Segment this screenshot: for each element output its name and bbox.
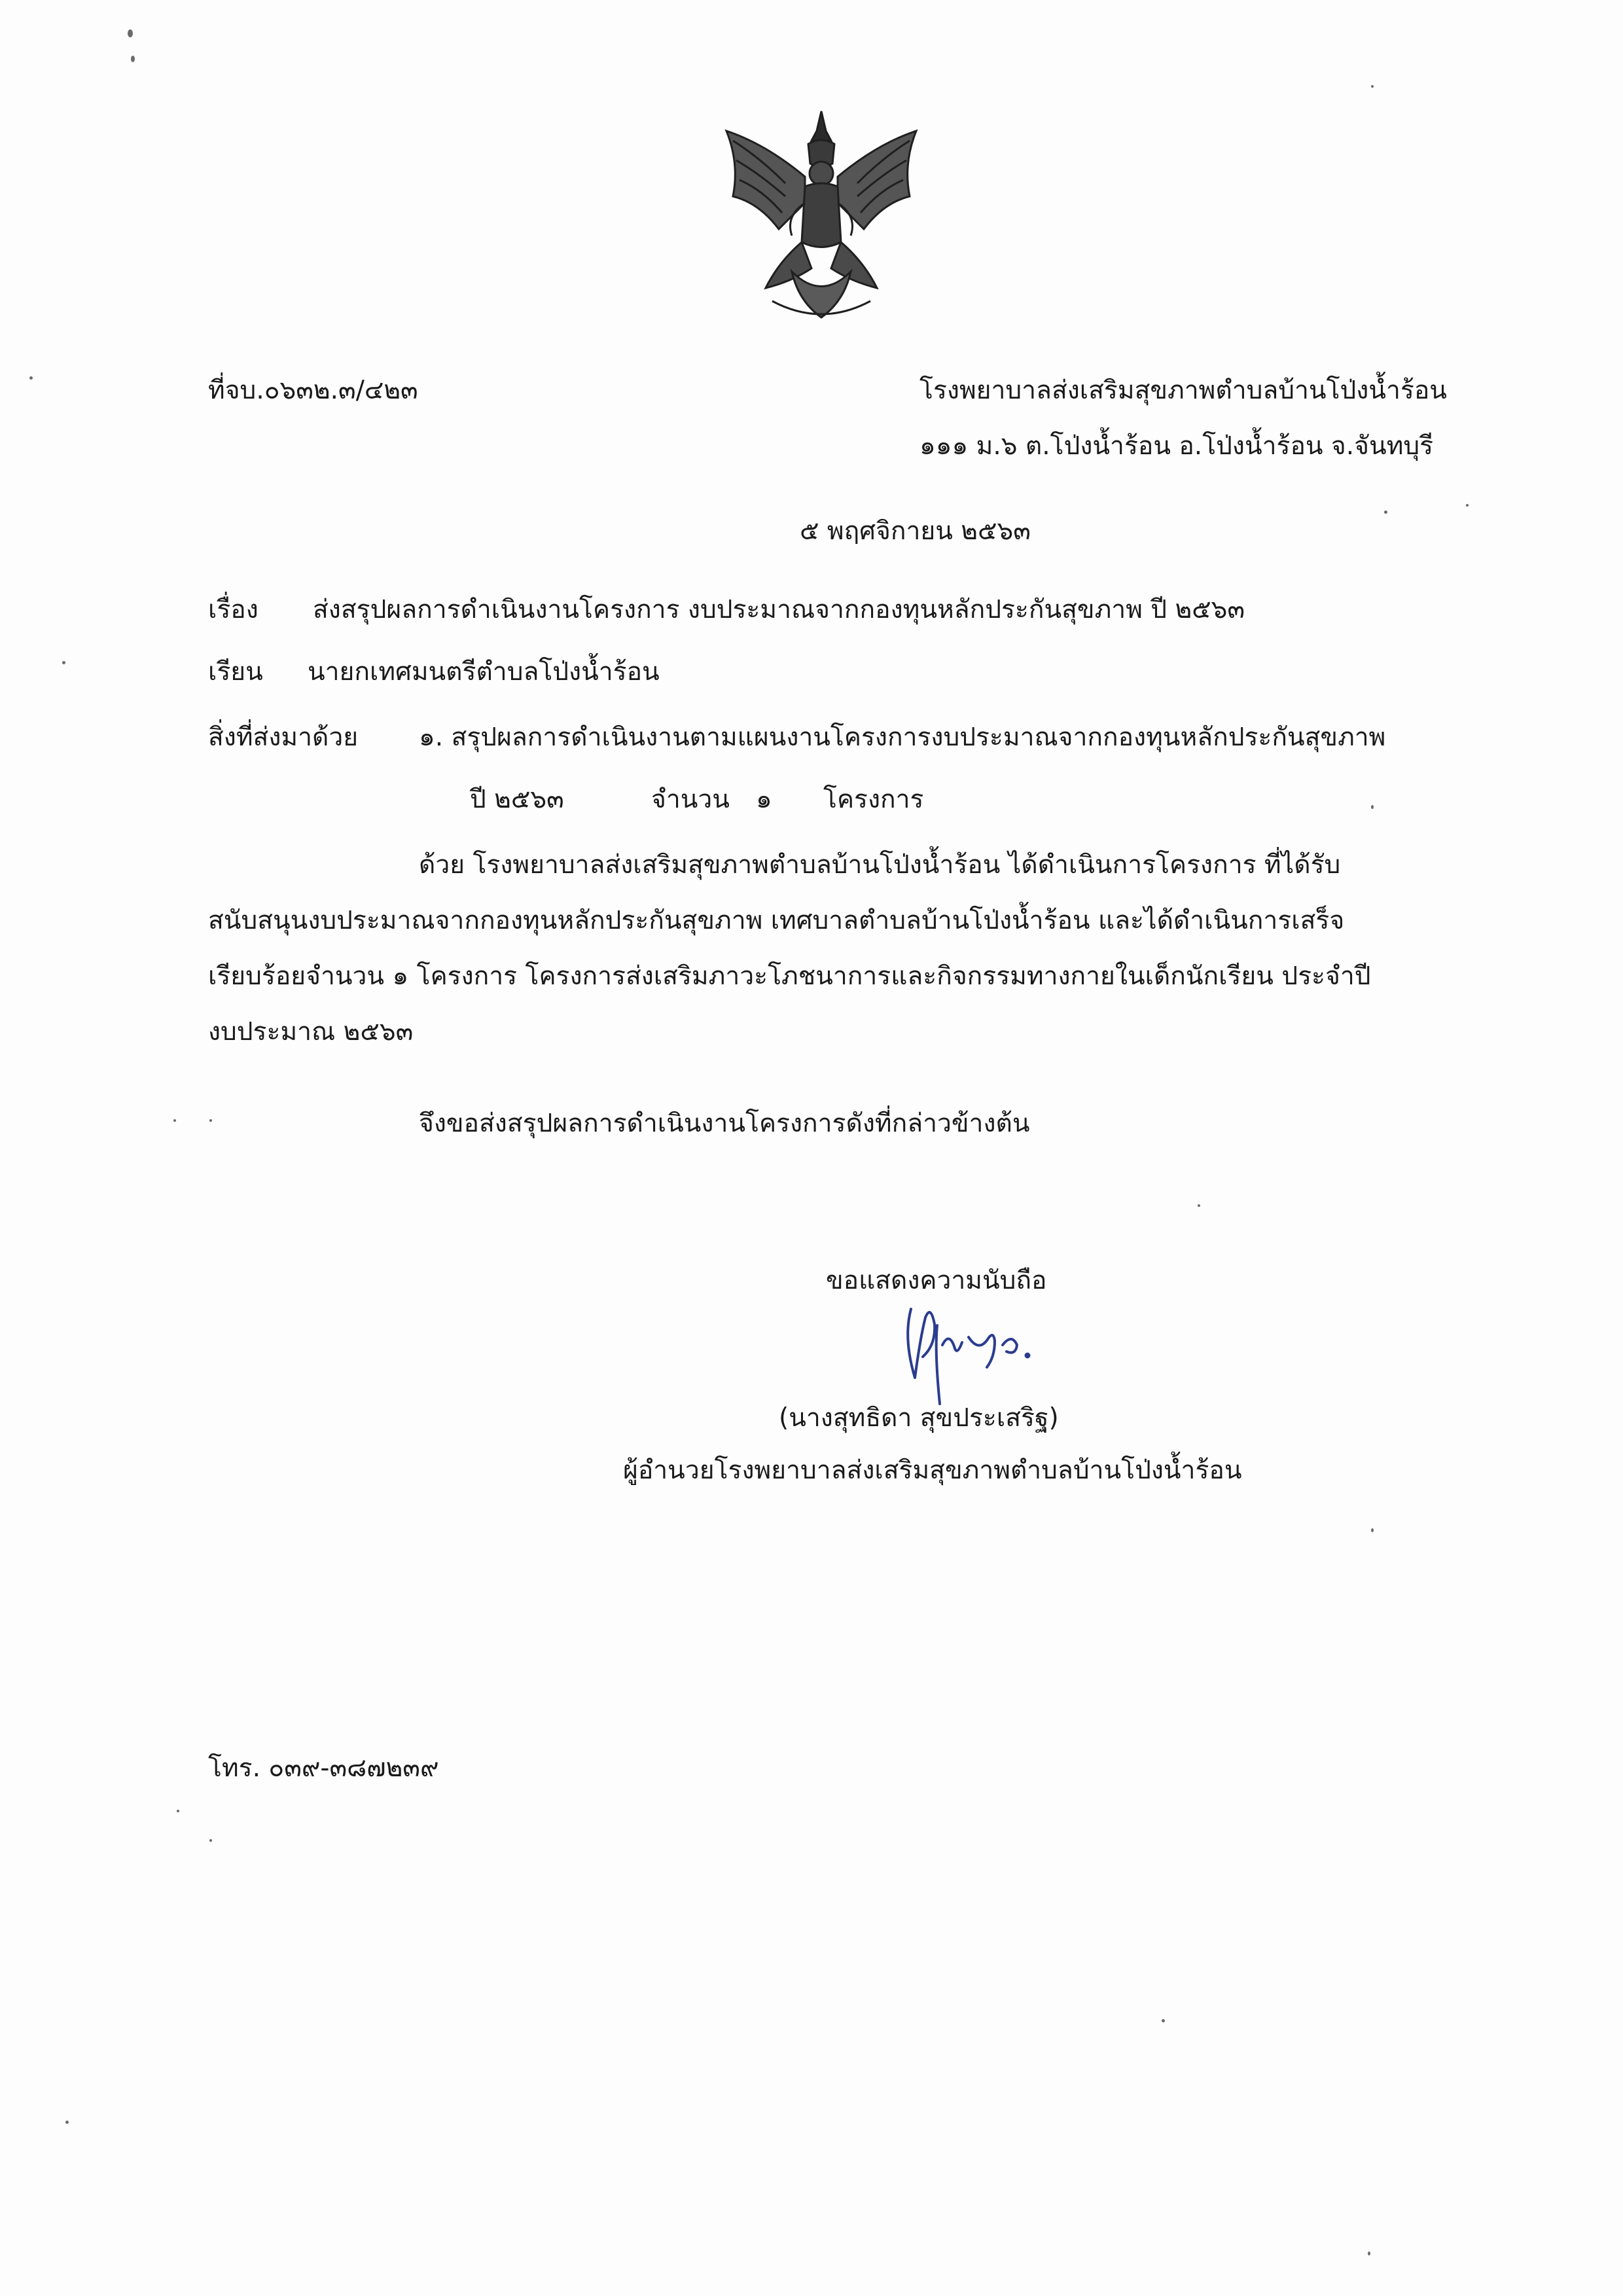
reference-number: ที่จบ.๐๖๓๒.๓/๔๒๓ [208, 376, 418, 405]
scan-speck [29, 376, 33, 380]
scan-speck [1371, 805, 1374, 809]
garuda-emblem-icon [713, 105, 929, 327]
enclosure-unit: โครงการ [823, 785, 924, 814]
scan-speck [177, 1810, 179, 1812]
scan-speck [1466, 504, 1469, 507]
request-text: จึงขอส่งสรุปผลการดำเนินงานโครงการดังที่กล่าวข้างต้น [419, 1109, 1030, 1138]
subject-text: ส่งสรุปผลการดำเนินงานโครงการ งบประมาณจากกองทุนหลักประกันสุขภาพ ปี ๒๕๖๓ [313, 595, 1245, 624]
enclosure-item: ๑. สรุปผลการดำเนินงานตามแผนงานโครงการงบประมาณจากกองทุนหลักประกันสุขภาพ [419, 723, 1386, 752]
addressee-text: นายกเทศมนตรีตำบลโป่งน้ำร้อน [308, 657, 660, 687]
scan-speck [62, 661, 65, 664]
handwritten-signature [897, 1299, 1054, 1410]
subject-label: เรื่อง [208, 595, 259, 624]
scan-speck [65, 2121, 69, 2124]
enclosure-year: ปี ๒๕๖๓ [470, 785, 564, 814]
scan-speck [173, 1119, 176, 1122]
scan-speck [1198, 1204, 1200, 1207]
scan-speck [1384, 511, 1387, 514]
signatory-name: (นางสุทธิดา สุขประเสริฐ) [779, 1403, 1059, 1433]
enclosure-quantity: ๑ [756, 785, 772, 814]
body-line: ด้วย โรงพยาบาลส่งเสริมสุขภาพตำบลบ้านโป่งน้ำร้อน ได้ดำเนินการโครงการ ที่ได้รับ [419, 850, 1341, 880]
scan-speck [128, 29, 133, 37]
scan-speck [1371, 85, 1374, 88]
body-line: เรียบร้อยจำนวน ๑ โครงการ โครงการส่งเสริมภาวะโภชนาการและกิจกรรมทางกายในเด็กนักเรียน ประจำปี [208, 961, 1371, 991]
enclosure-label: สิ่งที่ส่งมาด้วย [208, 723, 359, 752]
scan-speck [1368, 2251, 1370, 2255]
body-line: งบประมาณ ๒๕๖๓ [208, 1017, 414, 1047]
letter-date: ๕ พฤศจิกายน ๒๕๖๓ [800, 516, 1031, 546]
phone-number: โทร. ๐๓๙-๓๘๗๒๓๙ [208, 1753, 439, 1783]
sender-address: ๑๑๑ ม.๖ ต.โป่งน้ำร้อน อ.โป่งน้ำร้อน จ.จันทบุรี [919, 431, 1434, 461]
scan-speck [1162, 2019, 1165, 2022]
scan-speck [1371, 1528, 1374, 1532]
signatory-title: ผู้อำนวยโรงพยาบาลส่งเสริมสุขภาพตำบลบ้านโป่งน้ำร้อน [623, 1456, 1242, 1485]
sender-organization: โรงพยาบาลส่งเสริมสุขภาพตำบลบ้านโป่งน้ำร้อน [919, 376, 1447, 405]
enclosure-quantity-label: จำนวน [651, 785, 730, 814]
body-line: สนับสนุนงบประมาณจากกองทุนหลักประกันสุขภาพ เทศบาลตำบลบ้านโป่งน้ำร้อน และได้ดำเนินการเสร็จ [208, 906, 1345, 935]
scan-speck [209, 1119, 212, 1122]
closing-text: ขอแสดงความนับถือ [826, 1266, 1047, 1295]
addressee-label: เรียน [208, 657, 263, 687]
scan-speck [209, 1839, 212, 1842]
scan-speck [131, 56, 135, 62]
